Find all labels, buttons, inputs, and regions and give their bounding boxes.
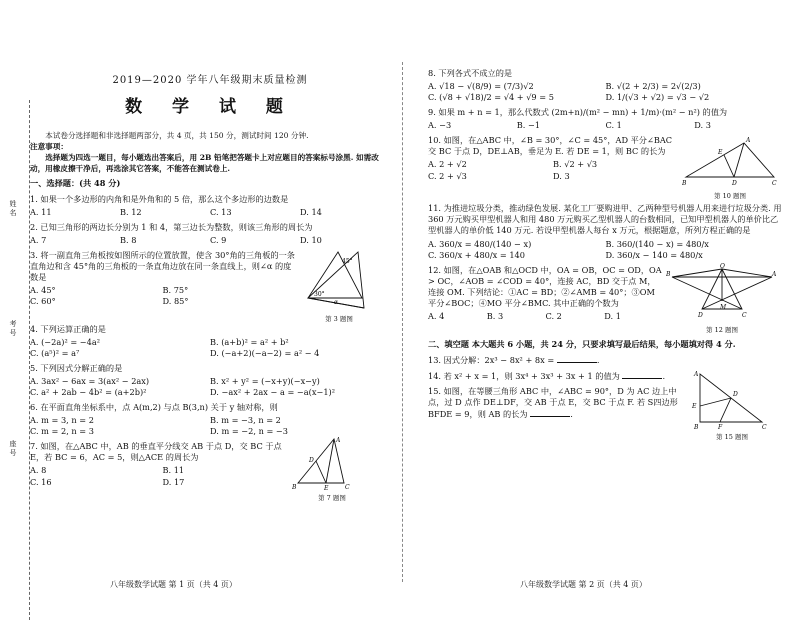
two-triangles-diagram xyxy=(666,263,778,323)
binding-margin xyxy=(6,60,28,580)
figure-caption: 第 3 题图 xyxy=(325,314,353,323)
question-options xyxy=(428,81,783,103)
right-triangle-diagram xyxy=(690,370,774,430)
point-label: A xyxy=(336,437,341,445)
option: A. 7 xyxy=(30,234,47,245)
option: D. 3 xyxy=(553,170,570,181)
option: B. x² + y² = (−x+y)(−x−y) xyxy=(210,376,320,386)
option: A. m = 3, n = 2 xyxy=(30,415,94,426)
angle-label: 45° xyxy=(342,257,353,265)
point-label: E xyxy=(324,485,329,492)
option: B. m = −3, n = 2 xyxy=(210,415,281,426)
question xyxy=(30,437,390,503)
option: B. −1 xyxy=(516,120,541,131)
binding-label: 座号 xyxy=(9,440,17,458)
question xyxy=(30,402,390,437)
option: A. (−2a)² = −4a² xyxy=(30,336,101,347)
option: A. 3ax² − 6ax = 3(ax² − 2ax) xyxy=(30,376,150,386)
option: B. √(2 + 2/3) = 2√(2/3) xyxy=(605,81,701,92)
option: A. 8 xyxy=(30,465,47,476)
option: C. 16 xyxy=(30,476,52,487)
page-footer: 八年级数学试题 第 1 页（共 4 页） xyxy=(110,580,237,589)
option: C. 2 xyxy=(545,310,562,321)
option: D. 360/x − 140 = 480/x xyxy=(605,249,703,260)
question-stem-wrap: 15. 如图，在等腰三角形 ABC 中，∠ABC = 90°，D 为 AC 边上中点，过 D 点作 DE⊥DF，交 AB 于点 E，交 BC 于点 F. 若 S四边形BFDE = 9，则 AB 的长为 . xyxy=(428,385,678,419)
question-stem: 13. 因式分解：2x³ − 8x² + 8x = xyxy=(428,354,555,365)
question-options xyxy=(428,311,663,322)
answer-blank[interactable] xyxy=(530,408,570,417)
question-stem: 9. 如果 m + n = 1，那么代数式 (2m+n)/(m² − mn) + 1/m)·(m² − n²) 的值为 xyxy=(428,107,728,118)
question-stem: 3. 将一副直角三角板按如图所示的位置放置，使含 30°角的三角板的一条直角边和含 45°角的三角板的一条直角边放在同一条直线上，则∠α 的度数是 xyxy=(30,249,295,282)
answer-blank[interactable] xyxy=(557,354,597,363)
section-title: 二、填空题 本大题共 6 小题，共 24 分，只要求填写最后结果，每小题填对得 4 分. xyxy=(428,338,736,349)
option: A. −3 xyxy=(428,120,452,131)
question-stem: 1. 如果一个多边形的内角和是外角和的 5 倍，那么这个多边形的边数是 xyxy=(30,193,289,204)
option: D. (−a+2)(−a−2) = a² − 4 xyxy=(210,347,320,358)
triangle-abc-diagram xyxy=(292,435,372,491)
question: 13. 因式分解：2x³ − 8x² + 8x = . xyxy=(428,354,600,365)
option: B. 8 xyxy=(120,234,137,245)
point-label: D xyxy=(698,311,703,319)
question xyxy=(30,194,390,218)
figure-caption: 第 15 题图 xyxy=(716,432,748,441)
option: B. 360/(140 − x) = 480/x xyxy=(605,238,709,249)
question-stem: 5. 下列因式分解正确的是 xyxy=(30,362,123,373)
question-options xyxy=(30,415,390,437)
point-label: D xyxy=(733,390,738,398)
question-options xyxy=(30,376,390,398)
exam-title: 2019—2020 学年八年级期末质量检测 xyxy=(112,75,308,86)
angle-label: α xyxy=(334,298,339,306)
question xyxy=(428,68,783,103)
option: D. 1 xyxy=(604,310,621,321)
option: B. 12 xyxy=(120,206,142,217)
question-options xyxy=(428,120,783,131)
question xyxy=(428,203,783,260)
option: C. (√8 + √18)/2 = √4 + √9 = 5 xyxy=(428,92,554,103)
triangle-abc-bisector-diagram xyxy=(682,133,778,189)
option: B. 75° xyxy=(162,284,189,295)
option: D. m = −2, n = −3 xyxy=(210,426,288,437)
option: C. 13 xyxy=(210,206,232,217)
question-stem: 7. 如图，在△ABC 中，AB 的垂直平分线交 AB 于点 D，交 BC 于点 E，若 BC = 6，AC = 5，则△ACE 的周长为 xyxy=(30,441,282,463)
left-column xyxy=(30,64,390,503)
question xyxy=(428,262,783,335)
question-options xyxy=(30,337,390,359)
figure-caption: 第 7 题图 xyxy=(318,494,346,503)
question-stem: 12. 如图，在△OAB 和△OCD 中，OA = OB，OC = OD，OA > OC，∠AOB = ∠COD = 40°，连接 AC，BD 交于点 M，连接 OM. 下列结论：①AC = BD；②∠AMB = 40°；③OM 平分∠BOC；④MO 平分∠BMC. 其中正确的个数为 xyxy=(428,264,662,308)
option: A. 360/x = 480/(140 − x) xyxy=(428,238,532,249)
option: A. 45° xyxy=(30,284,56,295)
instruction-line: 选择题为四选一题目，每小题选出答案后，用 2B 铅笔把答题卡上对应题目的答案标号涂黑. 如需改动，用橡皮擦干净后，再选涂其它答案，不能答在测试卷上. xyxy=(30,153,379,174)
point-label: O xyxy=(720,262,725,270)
right-column xyxy=(428,64,783,441)
option: A. 11 xyxy=(30,206,52,217)
question-stem: 10. 如图，在△ABC 中，∠B = 30°，∠C = 45°，AD 平分∠BAC 交 BC 于点 D，DE⊥AB，垂足为 E. 若 DE = 1，则 BC 的长为 xyxy=(428,135,673,157)
point-label: B xyxy=(666,270,671,278)
question: 14. 若 x² + x = 1，则 3x⁴ + 3x³ + 3x + 1 的值为 . xyxy=(428,370,666,381)
question-stem: 15. 如图，在等腰三角形 ABC 中，∠ABC = 90°，D 为 AC 边上中点，过 D 点作 DE⊥DF，交 AB 于点 E，交 BC 于点 F. 若 S四边形BFDE = 9，则 AB 的长为 xyxy=(428,385,678,419)
triangle-boards-diagram xyxy=(298,248,380,312)
point-label: E xyxy=(692,402,697,410)
section-title: 一、选择题：(共 48 分) xyxy=(30,178,121,189)
point-label: D xyxy=(732,180,737,188)
answer-blank[interactable] xyxy=(622,370,662,379)
point-label: A xyxy=(772,270,777,278)
point-label: B xyxy=(292,484,297,492)
question-options xyxy=(428,239,783,261)
question-stem: 14. 若 x² + x = 1，则 3x⁴ + 3x³ + 3x + 1 的值为 xyxy=(428,370,620,381)
point-label: B xyxy=(694,423,699,430)
question xyxy=(428,135,783,199)
question-stem: 6. 在平面直角坐标系中，点 A(m,2) 与点 B(3,n) 关于 y 轴对称，则 xyxy=(30,402,278,413)
point-label: F xyxy=(718,423,723,430)
point-label: C xyxy=(742,311,747,319)
option: C. 60° xyxy=(30,296,56,306)
figure-caption: 第 12 题图 xyxy=(706,325,738,334)
page-footer: 八年级数学试题 第 2 页（共 4 页） xyxy=(520,580,647,589)
option: D. −ax² + 2ax − a = −a(x−1)² xyxy=(210,387,336,398)
option: B. √2 + √3 xyxy=(553,159,598,170)
figure-q10 xyxy=(682,133,778,199)
option: D. 14 xyxy=(300,206,322,217)
question xyxy=(428,107,783,131)
option: D. 10 xyxy=(300,234,322,245)
point-label: C xyxy=(345,484,350,492)
figure-q12 xyxy=(666,263,778,335)
option: B. 3 xyxy=(486,310,504,321)
option: C. m = 2, n = 3 xyxy=(30,426,94,437)
point-label: B xyxy=(682,180,687,188)
instruction-line: 本试卷分选择题和非选择题两部分，共 4 页，共 150 分，测试时间 120 分钟. xyxy=(45,131,309,141)
point-label: A xyxy=(694,370,699,378)
point-label: D xyxy=(309,457,314,465)
question-options xyxy=(30,235,390,246)
point-label: M xyxy=(720,303,727,311)
option: C. (a⁵)² = a⁷ xyxy=(30,347,80,358)
exam-instructions xyxy=(30,130,390,174)
notice-heading: 注意事项： xyxy=(30,142,68,152)
binding-label: 考号 xyxy=(9,320,17,338)
question-options xyxy=(428,159,678,181)
question-stem: 2. 已知三角形的两边长分别为 1 和 4，第三边长为整数，则该三角形的周长为 xyxy=(30,221,313,232)
question xyxy=(30,363,390,398)
point-label: E xyxy=(718,149,723,157)
option: C. a² + 2ab − 4b² = (a+2b)² xyxy=(30,387,147,398)
subject-title: 数 学 试 题 xyxy=(125,96,295,117)
option: A. 2 + √2 xyxy=(428,159,467,170)
option: D. 3 xyxy=(694,120,711,131)
question xyxy=(30,324,390,359)
point-label: C xyxy=(772,180,777,188)
point-label: A xyxy=(746,137,751,145)
question-stem: 4. 下列运算正确的是 xyxy=(30,323,106,334)
option: A. 4 xyxy=(428,310,445,321)
angle-label: 30° xyxy=(314,290,325,298)
question-stem: 11. 为推进垃圾分类，推动绿色发展. 某化工厂要购进甲、乙两种型号机器人用来进行垃圾分类. 用 360 万元购买甲型机器人和用 480 万元购买乙型机器人的台数相同，已知甲型机器人的单价比乙型机器人的单价低 140 万元. 若设甲型机器人每台 x 万元，根据题意，所列方程正确的是 xyxy=(428,203,782,236)
figure-q7 xyxy=(292,435,372,501)
question xyxy=(30,222,390,246)
question-options xyxy=(30,207,390,218)
question-options xyxy=(30,285,295,307)
option: C. 1 xyxy=(605,120,622,131)
figure-q3 xyxy=(298,248,380,322)
option: C. 2 + √3 xyxy=(428,170,467,181)
question-options xyxy=(30,465,295,487)
figure-q15 xyxy=(690,370,774,442)
binding-label: 姓名 xyxy=(9,200,17,218)
option: D. 1/(√3 + √2) = √3 − √2 xyxy=(605,92,710,103)
option: C. 9 xyxy=(210,234,227,245)
option: A. √18 − √(8/9) = (7/3)√2 xyxy=(428,81,534,92)
question xyxy=(30,249,390,323)
page-divider xyxy=(402,62,403,582)
point-label: C xyxy=(762,423,767,430)
option: B. 11 xyxy=(162,465,185,476)
figure-caption: 第 10 题图 xyxy=(714,192,746,201)
option: D. 17 xyxy=(162,476,185,487)
option: B. (a+b)² = a² + b² xyxy=(210,336,289,347)
option: C. 360/x + 480/x = 140 xyxy=(428,249,525,260)
option: D. 85° xyxy=(162,296,189,306)
question-stem: 8. 下列各式不成立的是 xyxy=(428,68,513,78)
